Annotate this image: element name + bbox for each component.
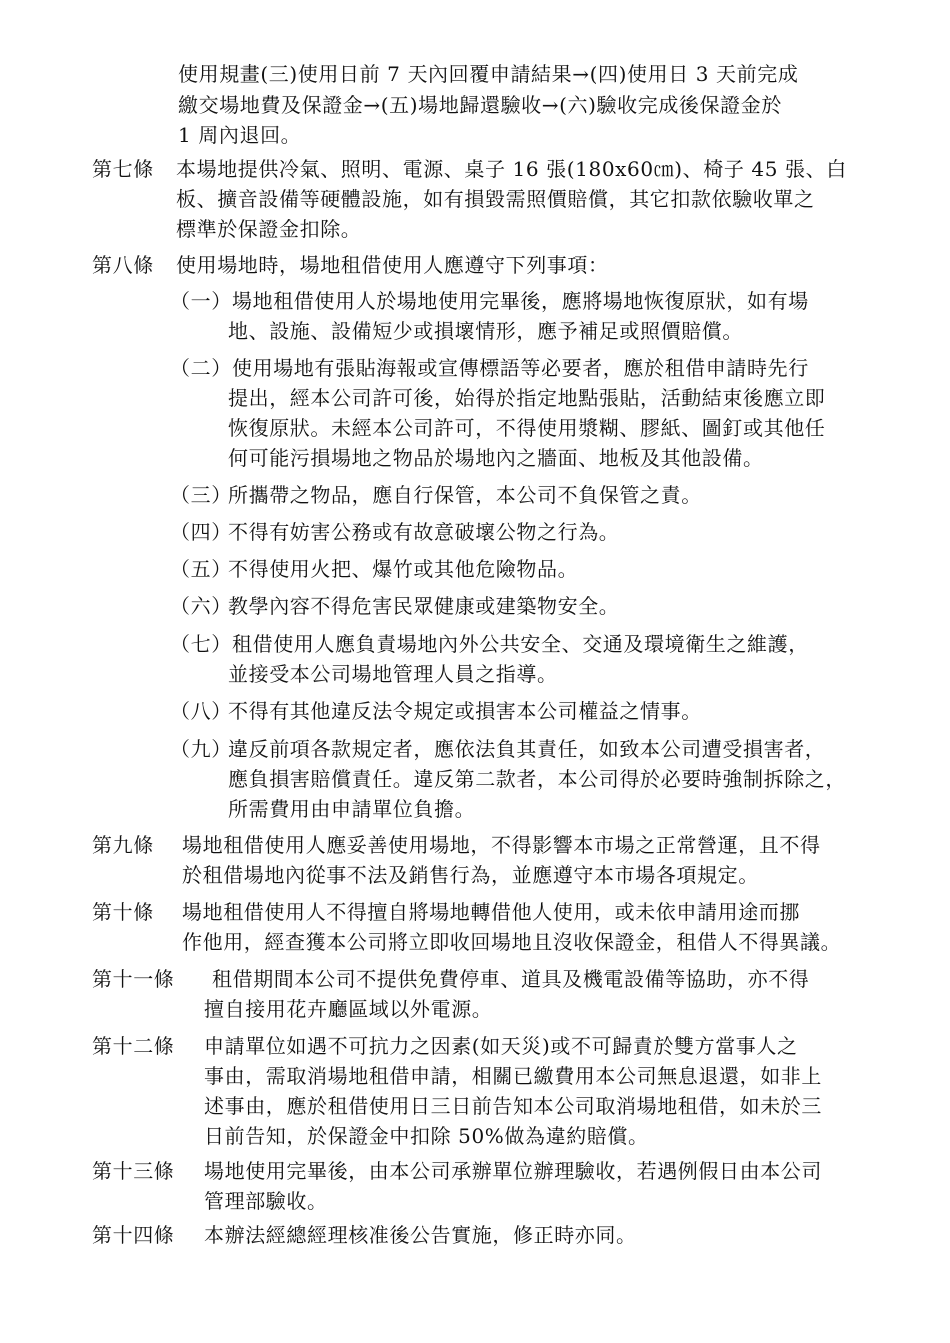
item-line: 不得有其他違反法令規定或損害本公司權益之情事。 [228, 699, 702, 723]
article-line: 場地使用完畢後，由本公司承辦單位辦理驗收，若遇例假日由本公司 [204, 1159, 822, 1183]
article-line: 日前告知，於保證金中扣除 50%做為違約賠償。 [204, 1124, 649, 1148]
item-line: 所攜帶之物品，應自行保管，本公司不負保管之責。 [228, 483, 702, 507]
article-line: 事由，需取消場地租借申請，相關已繳費用本公司無息退還，如非上 [204, 1064, 822, 1088]
item-line: 不得使用火把、爆竹或其他危險物品。 [228, 557, 579, 581]
article-line: 標準於保證金扣除。 [176, 217, 362, 241]
item-number: （七） [170, 632, 232, 656]
item-number: （五） [170, 557, 232, 581]
item-line: 不得有妨害公務或有故意破壞公物之行為。 [228, 520, 620, 544]
item-line: 何可能污損場地之物品於場地內之牆面、地板及其他設備。 [228, 446, 764, 470]
item-number: （九） [170, 737, 232, 761]
intro-line: 繳交場地費及保證金→(五)場地歸還驗收→(六)驗收完成後保證金於 [178, 93, 782, 117]
item-line: 並接受本公司場地管理人員之指導。 [228, 662, 558, 686]
article-line: 申請單位如遇不可抗力之因素(如天災)或不可歸責於雙方當事人之 [204, 1034, 798, 1058]
intro-line: 使用規畫(三)使用日前 7 天內回覆申請結果→(四)使用日 3 天前完成 [178, 62, 799, 86]
item-line: 使用場地有張貼海報或宣傳標語等必要者，應於租借申請時先行 [232, 356, 809, 380]
article-line: 租借期間本公司不提供免費停車、道具及機電設備等協助，亦不得 [212, 967, 810, 991]
item-number: （四） [170, 520, 232, 544]
item-number: （三） [170, 483, 232, 507]
article-line: 作他用，經查獲本公司將立即收回場地且沒收保證金，租借人不得異議。 [182, 930, 842, 954]
article-line: 使用場地時，場地租借使用人應遵守下列事項： [176, 253, 609, 277]
item-number: （八） [170, 699, 232, 723]
article-line: 場地租借使用人應妥善使用場地，不得影響本市場之正常營運，且不得 [182, 833, 821, 857]
article-line: 擅自接用花卉廳區域以外電源。 [204, 997, 493, 1021]
item-line: 應負損害賠償責任。違反第二款者，本公司得於必要時強制拆除之， [228, 767, 846, 791]
item-number: （二） [170, 356, 232, 380]
article-line: 板、擴音設備等硬體設施，如有損毀需照價賠償，其它扣款依驗收單之 [176, 187, 815, 211]
article-label: 第十四條 [92, 1223, 175, 1247]
item-line: 所需費用由申請單位負擔。 [228, 797, 476, 821]
item-line: 地、設施、設備短少或損壞情形，應予補足或照價賠償。 [228, 319, 743, 343]
article-label: 第八條 [92, 253, 154, 277]
item-line: 租借使用人應負責場地內外公共安全、交通及環境衛生之維護， [232, 632, 809, 656]
item-number: （六） [170, 594, 232, 618]
article-label: 第九條 [92, 833, 154, 857]
item-line: 恢復原狀。未經本公司許可，不得使用漿糊、膠紙、圖釘或其他任 [228, 416, 826, 440]
article-label: 第十一條 [92, 967, 175, 991]
article-label: 第十三條 [92, 1159, 175, 1183]
item-line: 違反前項各款規定者，應依法負其責任，如致本公司遭受損害者， [228, 737, 826, 761]
article-line: 本辦法經總經理核准後公告實施，修正時亦同。 [204, 1223, 637, 1247]
article-label: 第七條 [92, 157, 154, 181]
item-line: 提出，經本公司許可後，始得於指定地點張貼，活動結束後應立即 [228, 386, 826, 410]
article-line: 述事由，應於租借使用日三日前告知本公司取消場地租借，如未於三 [204, 1094, 822, 1118]
item-line: 場地租借使用人於場地使用完畢後，應將場地恢復原狀，如有場 [232, 289, 809, 313]
article-line: 場地租借使用人不得擅自將場地轉借他人使用，或未依申請用途而挪 [182, 900, 800, 924]
article-line: 於租借場地內從事不法及銷售行為，並應遵守本市場各項規定。 [182, 863, 759, 887]
intro-line: 1 周內退回。 [178, 123, 302, 147]
item-number: （一） [170, 289, 232, 313]
article-line: 本場地提供冷氣、照明、電源、桌子 16 張(180x60㎝)、椅子 45 張、白 [176, 157, 847, 181]
article-label: 第十二條 [92, 1034, 175, 1058]
item-line: 教學內容不得危害民眾健康或建築物安全。 [228, 594, 620, 618]
article-label: 第十條 [92, 900, 154, 924]
article-line: 管理部驗收。 [204, 1189, 328, 1213]
